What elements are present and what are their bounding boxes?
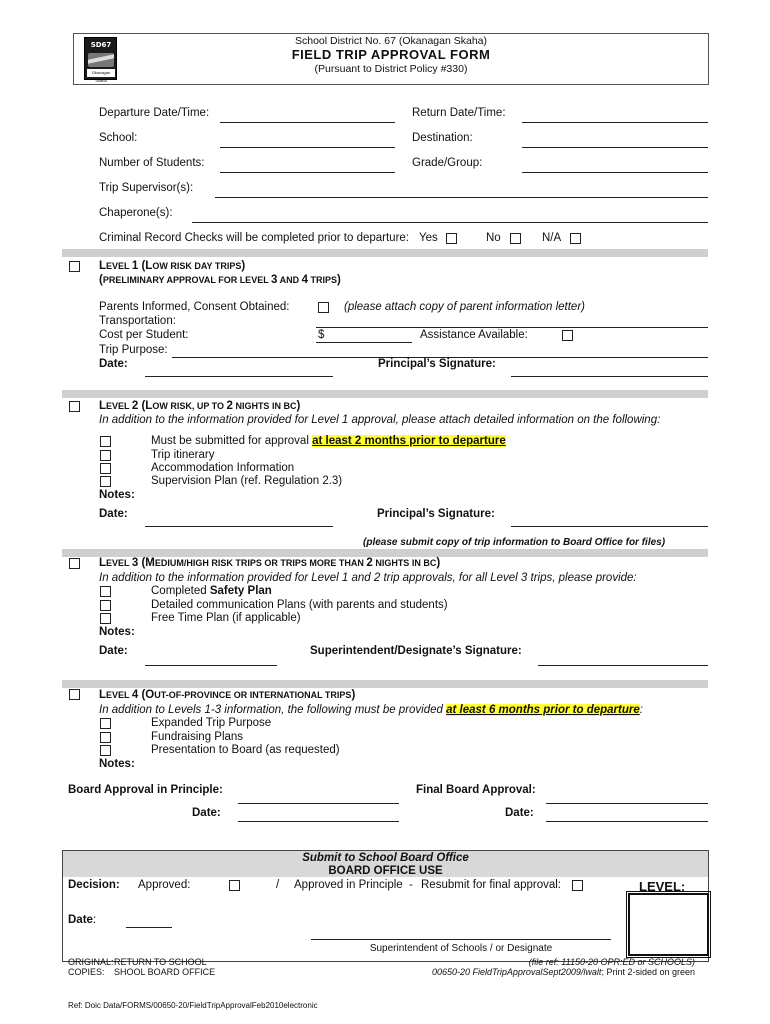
level3-item3-checkbox[interactable] [100, 613, 111, 624]
level2-checkbox[interactable] [69, 401, 80, 412]
cost-label: Cost per Student: [99, 329, 189, 341]
destination-label: Destination: [412, 132, 473, 144]
level2-submit-note: (please submit copy of trip information to Board Office for files) [363, 537, 666, 548]
parents-label: Parents Informed, Consent Obtained: [99, 301, 290, 313]
level3-super-sig-field[interactable] [538, 665, 708, 666]
level3-super-sig-label: Superintendent/Designate’s Signature: [310, 645, 522, 657]
level3-notes-label: Notes: [99, 626, 135, 638]
level4-item3-checkbox[interactable] [100, 745, 111, 756]
students-label: Number of Students: [99, 157, 205, 169]
copies-label: COPIES: [68, 967, 105, 977]
supervisor-field[interactable] [215, 197, 708, 198]
resubmit-label: Resubmit for final approval: [421, 879, 561, 891]
transportation-label: Transportation: [99, 315, 176, 327]
level3-item1: Completed Safety Plan [151, 585, 272, 597]
level2-item1-checkbox[interactable] [100, 436, 111, 447]
original-value: RETURN TO SCHOOL [114, 957, 207, 967]
level1-principal-sig-label: Principal’s Signature: [378, 358, 496, 370]
parents-note: (please attach copy of parent information letter) [344, 301, 585, 313]
file-reference: (file ref: 11150-20 OPR:ED or SCHOOLS) [528, 957, 695, 967]
board-principle-date-field[interactable] [238, 821, 399, 822]
chaperones-field[interactable] [192, 222, 708, 223]
level2-date-label: Date: [99, 508, 128, 520]
level2-item2-checkbox[interactable] [100, 450, 111, 461]
section-divider [62, 390, 708, 398]
level1-principal-sig-field[interactable] [511, 376, 708, 377]
students-field[interactable] [220, 172, 395, 173]
submit-label: Submit to School Board Office [302, 852, 469, 864]
superintendent-label: Superintendent of Schools / or Designate [369, 943, 553, 954]
level1-date-label: Date: [99, 358, 128, 370]
return-label: Return Date/Time: [412, 107, 506, 119]
level3-date-field[interactable] [145, 665, 277, 666]
section-divider [62, 680, 708, 688]
level-entry-box[interactable] [628, 893, 709, 956]
level1-subtitle: (PRELIMINARY APPROVAL FOR LEVEL 3 AND 4 TRIPS) [99, 274, 341, 286]
section-divider [62, 549, 708, 557]
policy-reference: (Pursuant to District Policy #330) [314, 63, 468, 75]
purpose-label: Trip Purpose: [99, 344, 168, 356]
final-approval-date-field[interactable] [546, 821, 708, 822]
copies-value: SHOOL BOARD OFFICE [114, 967, 216, 977]
level4-title: LEVEL 4 (OUT-OF-PROVINCE OR INTERNATIONAL TRIPS) [99, 689, 356, 701]
level3-title: LEVEL 3 (MEDIUM/HIGH RISK TRIPS OR TRIPS MORE THAN 2 NIGHTS IN BC) [99, 557, 441, 569]
level4-item2: Fundraising Plans [151, 731, 244, 743]
transportation-field[interactable] [316, 327, 708, 328]
document-path-reference: Ref: Doic Data/FORMS/00650-20/FieldTripApprovalFeb2010electronic [68, 1001, 318, 1010]
level4-item2-checkbox[interactable] [100, 732, 111, 743]
criminal-check-label: Criminal Record Checks will be completed prior to departure: [99, 232, 409, 244]
destination-field[interactable] [522, 147, 708, 148]
level3-item3: Free Time Plan (if applicable) [151, 612, 301, 624]
level4-item3: Presentation to Board (as requested) [151, 744, 340, 756]
yes-label: Yes [419, 232, 438, 244]
logo-text: SD67 [90, 41, 112, 49]
assistance-checkbox[interactable] [562, 330, 573, 341]
na-label: N/A [542, 232, 562, 244]
assistance-label: Assistance Available: [420, 329, 528, 341]
parents-checkbox[interactable] [318, 302, 329, 313]
criminal-yes-checkbox[interactable] [446, 233, 457, 244]
board-principle-label: Board Approval in Principle: [68, 784, 223, 796]
board-principle-date-label: Date: [192, 807, 221, 819]
level2-principal-sig-label: Principal’s Signature: [377, 508, 495, 520]
level4-item1: Expanded Trip Purpose [151, 717, 272, 729]
level1-checkbox[interactable] [69, 261, 80, 272]
level4-intro: In addition to Levels 1-3 information, the following must be provided at least 6 months prior to departure: [99, 704, 643, 716]
approved-label: Approved: [138, 879, 191, 891]
level4-notes-label: Notes: [99, 758, 135, 770]
supervisor-label: Trip Supervisor(s): [99, 182, 194, 194]
level3-date-label: Date: [99, 645, 128, 657]
form-title: FIELD TRIP APPROVAL FORM [291, 47, 491, 62]
slash-separator: / [276, 879, 280, 891]
board-principle-field[interactable] [238, 803, 399, 804]
level2-item4: Supervision Plan (ref. Regulation 2.3) [151, 475, 343, 487]
level3-item1-checkbox[interactable] [100, 586, 111, 597]
level2-item3: Accommodation Information [151, 462, 295, 474]
level-label: LEVEL: [639, 879, 686, 894]
level2-item2: Trip itinerary [151, 449, 215, 461]
approved-checkbox[interactable] [229, 880, 240, 891]
criminal-na-checkbox[interactable] [570, 233, 581, 244]
section-divider [62, 249, 708, 257]
approved-principle-label: Approved in Principle [294, 879, 403, 891]
grade-field[interactable] [522, 172, 708, 173]
level2-date-field[interactable] [145, 526, 333, 527]
district-name: School District No. 67 (Okanagan Skaha) [294, 35, 487, 47]
level4-checkbox[interactable] [69, 689, 80, 700]
level2-item1: Must be submitted for approval at least 2 months prior to departure [151, 435, 506, 447]
final-approval-field[interactable] [546, 803, 708, 804]
grade-label: Grade/Group: [412, 157, 483, 169]
level3-checkbox[interactable] [69, 558, 80, 569]
level1-date-field[interactable] [145, 376, 333, 377]
level2-intro: In addition to the information provided for Level 1 approval, please attach detailed information on the following: [99, 414, 661, 426]
final-approval-label: Final Board Approval: [416, 784, 536, 796]
original-label: ORIGINAL: [68, 957, 114, 967]
decision-label: Decision: [68, 879, 120, 891]
logo-subtext: Okanagan Skaha [87, 69, 115, 77]
dollar-sign: $ [318, 329, 325, 341]
cost-field[interactable] [316, 342, 412, 343]
level4-item1-checkbox[interactable] [100, 718, 111, 729]
board-use-label: BOARD OFFICE USE [328, 865, 443, 877]
level2-principal-sig-field[interactable] [511, 526, 708, 527]
level1-title: LEVEL 1 (LOW RISK DAY TRIPS) [99, 260, 246, 272]
level2-item4-checkbox[interactable] [100, 476, 111, 487]
office-date-label: Date: [68, 914, 97, 926]
dash-separator: - [409, 879, 413, 891]
superintendent-sig-field[interactable] [311, 939, 611, 940]
chaperones-label: Chaperone(s): [99, 207, 173, 219]
no-label: No [486, 232, 501, 244]
departure-label: Departure Date/Time: [99, 107, 210, 119]
criminal-no-checkbox[interactable] [510, 233, 521, 244]
level2-title: LEVEL 2 (LOW RISK, UP TO 2 NIGHTS IN BC) [99, 400, 301, 412]
resubmit-checkbox[interactable] [572, 880, 583, 891]
office-date-field[interactable] [126, 927, 172, 928]
level2-notes-label: Notes: [99, 489, 135, 501]
level3-item2-checkbox[interactable] [100, 600, 111, 611]
school-field[interactable] [220, 147, 395, 148]
level3-item2: Detailed communication Plans (with parents and students) [151, 599, 448, 611]
final-approval-date-label: Date: [505, 807, 534, 819]
return-field[interactable] [522, 122, 708, 123]
level2-item3-checkbox[interactable] [100, 463, 111, 474]
form-reference: 00650-20 FieldTripApprovalSept2009/lwalt; Print 2-sided on green [432, 967, 695, 977]
school-label: School: [99, 132, 138, 144]
level3-intro: In addition to the information provided for Level 1 and 2 trip approvals, for all Level 3 trips, please provide: [99, 572, 637, 584]
departure-field[interactable] [220, 122, 395, 123]
